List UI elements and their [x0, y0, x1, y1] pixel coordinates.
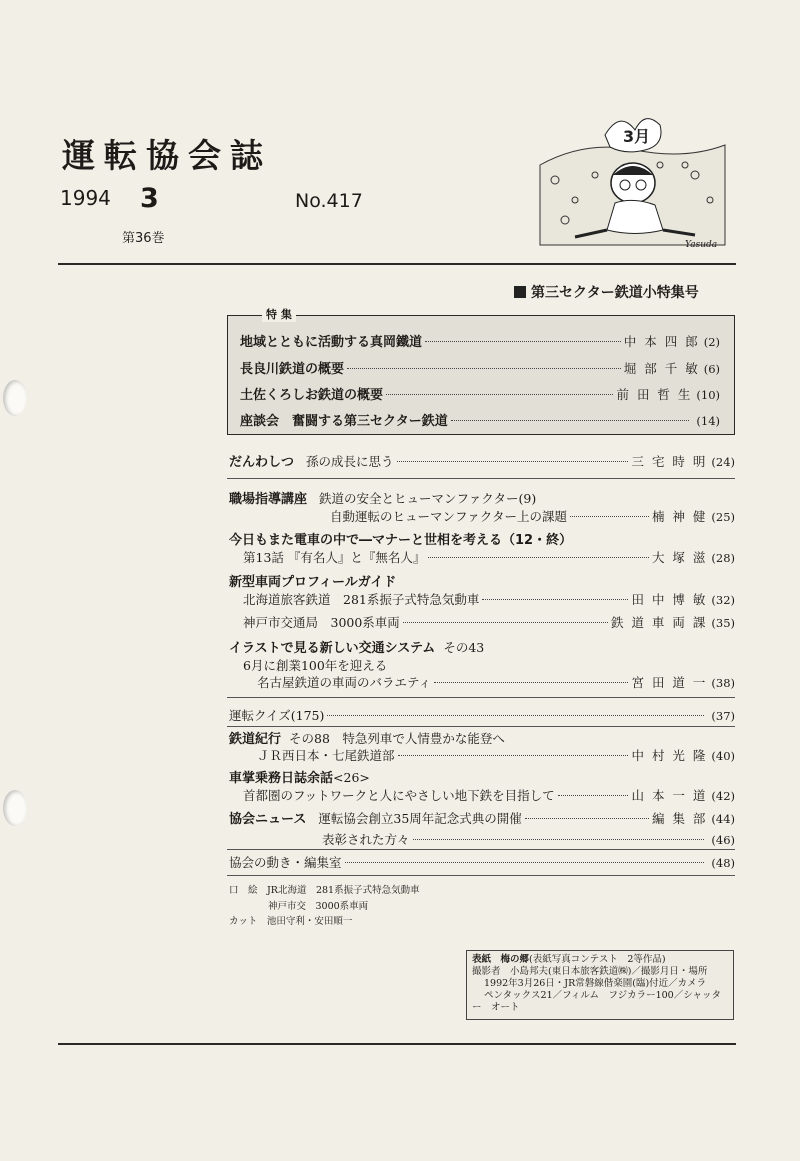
- toc-entry-title: 北海道旅客鉄道 281系振子式特急気動車: [243, 592, 480, 607]
- article-page: (10): [696, 388, 720, 402]
- toc-entry-title: その43: [443, 640, 485, 655]
- toc-entry[interactable]: [229, 637, 735, 656]
- cover-note: [466, 950, 734, 1020]
- toc-entry-title: その88 特急列車で人情豊かな能登へ: [289, 731, 505, 746]
- toc-entry[interactable]: [229, 728, 735, 747]
- toc-section-title: 職場指導講座: [229, 492, 308, 507]
- toc-author: 楠 神 健: [651, 509, 708, 524]
- toc-page: (40): [711, 749, 735, 763]
- volume-label: 第36巻: [122, 231, 165, 246]
- toc-entry[interactable]: [229, 451, 735, 470]
- toc-entry[interactable]: [229, 767, 735, 786]
- toc-page: (44): [711, 812, 735, 826]
- article-author: 中 本 四 郎: [623, 334, 700, 349]
- toc-page: (35): [711, 616, 735, 630]
- toc-entry-title: 表彰された方々: [322, 832, 410, 847]
- divider: [227, 849, 735, 850]
- issue-year: 1994: [60, 186, 111, 210]
- toc-page: (42): [711, 789, 735, 803]
- toc-entry[interactable]: [243, 656, 735, 674]
- cover-line: ペンタックス21／フィルム フジカラー100／シャッタ: [484, 990, 722, 1001]
- toc-entry[interactable]: [229, 853, 735, 871]
- toc-entry[interactable]: [243, 548, 735, 566]
- toc-entry[interactable]: [257, 746, 735, 764]
- toc-page: (32): [711, 593, 735, 607]
- toc-entry-title: 鉄道の安全とヒューマンファクター(9): [319, 491, 537, 506]
- toc-entry-title: 運転協会創立35周年記念式典の開催: [318, 811, 522, 826]
- toc-section-title: 協会ニュース: [229, 812, 307, 827]
- toc-page: (28): [711, 551, 735, 565]
- toc-entry[interactable]: [229, 488, 735, 507]
- article-title: 座談会 奮闘する第三セクター鉄道: [240, 414, 448, 429]
- toc-author: 編 集 部: [651, 811, 708, 826]
- toc-author: 宮 田 道 一: [631, 675, 708, 690]
- article-page: (14): [696, 414, 720, 428]
- toc-entry[interactable]: [330, 507, 735, 525]
- toc-entry[interactable]: [229, 706, 735, 724]
- toc-entry-title: 第13話 『有名人』と『無名人』: [243, 550, 426, 565]
- cartoon-illustration: [535, 105, 730, 250]
- toc-page: (38): [711, 676, 735, 690]
- toc-entry-title: 神戸市交通局 3000系車両: [243, 615, 400, 630]
- toc-author: 大 塚 滋: [651, 550, 708, 565]
- toc-entry[interactable]: [243, 613, 735, 631]
- feature-article[interactable]: [240, 384, 720, 403]
- special-issue-banner-text: 第三セクター鉄道小特集号: [531, 285, 699, 301]
- feature-article[interactable]: [240, 358, 720, 377]
- toc-section-title: 鉄道紀行: [229, 732, 282, 747]
- binder-hole: [3, 790, 27, 826]
- feature-box-label: 特 集: [262, 306, 296, 322]
- toc-author: 田 中 博 敏: [631, 592, 708, 607]
- divider: [227, 478, 735, 479]
- toc-entry[interactable]: [229, 529, 735, 548]
- article-page: (2): [703, 335, 720, 349]
- toc-entry[interactable]: [229, 571, 735, 590]
- toc-section-title: イラストで見る新しい交通システム: [229, 641, 436, 656]
- divider: [227, 726, 735, 727]
- toc-entry-title: <26>: [333, 770, 370, 785]
- footer-rule: [58, 1043, 736, 1045]
- cover-heading-sub: (表紙写真コンテスト 2等作品): [529, 954, 666, 965]
- square-bullet-icon: [514, 286, 526, 298]
- frontispiece-credit: 神戸市交 3000系車両: [268, 901, 369, 912]
- balloon-text: 3月: [623, 127, 651, 146]
- issue-month: 3: [140, 183, 159, 214]
- toc-entry-title: 孫の成長に思う: [306, 454, 394, 469]
- feature-article[interactable]: [240, 410, 720, 429]
- toc-entry[interactable]: [322, 830, 735, 848]
- toc-page: (48): [711, 856, 735, 870]
- toc-entry[interactable]: [243, 786, 735, 804]
- toc-entry-title: 運転クイズ(175): [229, 708, 325, 723]
- toc-author: 鉄 道 車 両 課: [610, 615, 708, 630]
- illustration-signature: Yasuda: [685, 240, 718, 250]
- toc-entry-title: 協会の動き・編集室: [229, 855, 342, 870]
- header-rule: [58, 263, 736, 265]
- toc-entry[interactable]: [257, 673, 735, 691]
- article-title: 長良川鉄道の概要: [240, 362, 345, 377]
- divider: [227, 697, 735, 698]
- binder-hole: [3, 380, 27, 416]
- toc-section-title: 車掌乗務日誌余話: [229, 771, 334, 786]
- cover-heading: 表紙 梅の郷: [472, 954, 530, 965]
- divider: [227, 875, 735, 876]
- toc-entry-title: ＪＲ西日本・七尾鉄道部: [257, 748, 395, 763]
- article-page: (6): [703, 362, 720, 376]
- toc-entry[interactable]: [229, 808, 735, 827]
- toc-entry-title: 6月に創業100年を迎える: [243, 658, 388, 673]
- frontispiece-credit: 口 絵 JR北海道 281系振子式特急気動車: [229, 885, 420, 896]
- feature-article[interactable]: [240, 331, 720, 350]
- toc-author: 三 宅 時 明: [631, 454, 708, 469]
- special-issue-banner: [514, 282, 699, 302]
- toc-entry-title: 名古屋鉄道の車両のバラエティ: [257, 675, 432, 690]
- cut-credit: カット 池田守利・安田順一: [229, 916, 353, 927]
- toc-section-title: 新型車両プロフィールガイド: [229, 575, 397, 590]
- article-author: 前 田 哲 生: [616, 387, 693, 402]
- toc-section-title: 今日もまた電車の中で―マナーと世相を考える（12・終）: [229, 533, 573, 548]
- toc-page: (25): [711, 510, 735, 524]
- toc-entry-title: 自動運転のヒューマンファクター上の課題: [330, 509, 568, 524]
- cover-line: 撮影者 小島邦夫(東日本旅客鉄道㈱)／撮影月日・場所: [472, 966, 708, 977]
- toc-section-title: だんわしつ: [229, 455, 295, 470]
- toc-author: 中 村 光 隆: [631, 748, 708, 763]
- article-title: 土佐くろしお鉄道の概要: [240, 388, 384, 403]
- toc-page: (24): [711, 455, 735, 469]
- magazine-title: 運転協会誌: [62, 136, 272, 175]
- cover-line: ー オート: [472, 1002, 520, 1013]
- toc-entry[interactable]: [243, 590, 735, 608]
- article-author: 堀 部 千 敏: [623, 361, 700, 376]
- cover-line: 1992年3月26日・JR常磐線偕楽園(臨)付近／カメラ: [484, 978, 707, 989]
- toc-author: 山 本 一 道: [631, 788, 708, 803]
- issue-number: No.417: [295, 190, 363, 212]
- toc-page: (37): [711, 709, 735, 723]
- toc-page: (46): [711, 833, 735, 847]
- toc-entry-title: 首都圏のフットワークと人にやさしい地下鉄を目指して: [243, 788, 555, 803]
- article-title: 地域とともに活動する真岡鐵道: [240, 335, 423, 350]
